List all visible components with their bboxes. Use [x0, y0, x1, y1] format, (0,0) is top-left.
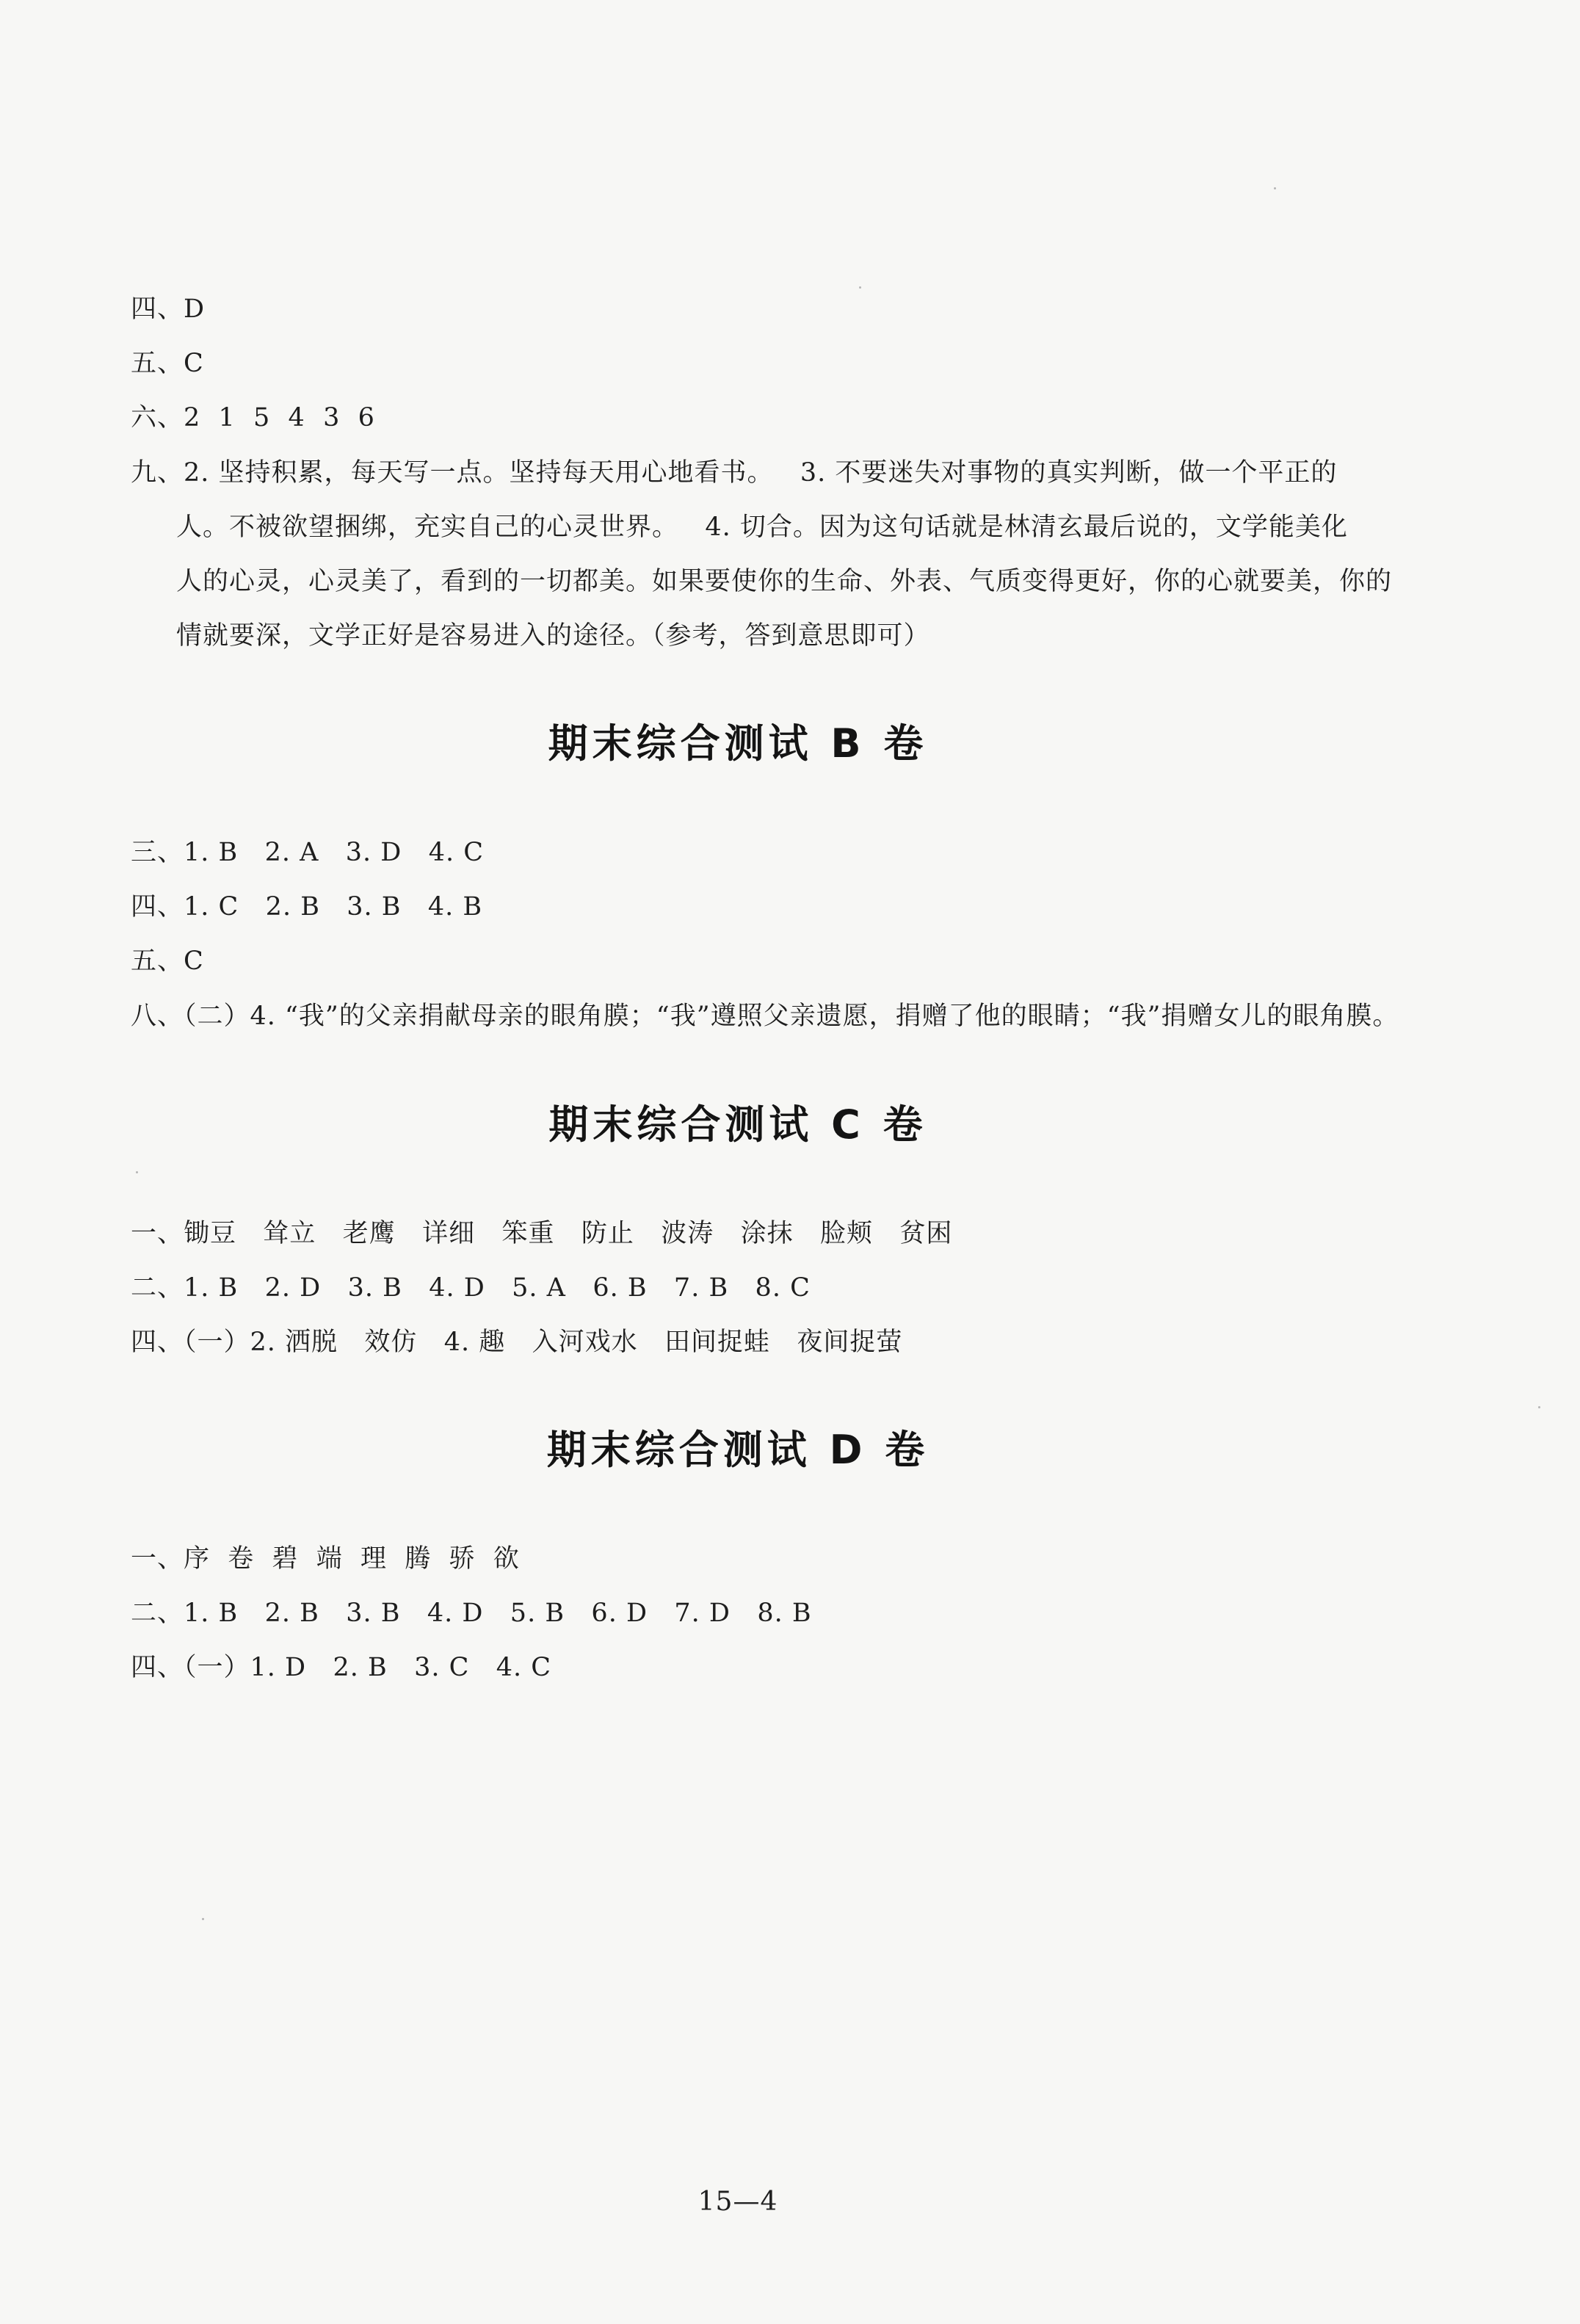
answer-line: 人的心灵，心灵美了，看到的一切都美。如果要使你的生命、外表、气质变得更好，你的心就要美，你的 — [176, 567, 1393, 596]
answer-line: 五、C — [131, 349, 204, 378]
answer-line: 三、1. B 2. A 3. D 4. C — [131, 838, 485, 867]
scan-speck — [1274, 187, 1276, 189]
answer-line: 情就要深，文学正好是容易进入的途径。（参考，答到意思即可） — [176, 621, 930, 651]
answer-line: 五、C — [131, 946, 204, 976]
section-title-c: 期末综合测试 C 卷 — [548, 1101, 927, 1148]
answer-line: 四、1. C 2. B 3. B 4. B — [131, 892, 483, 922]
section-title-d: 期末综合测试 D 卷 — [546, 1427, 929, 1473]
scan-speck — [136, 1171, 138, 1173]
scan-speck — [202, 1918, 204, 1920]
answer-line: 四、（一）2. 洒脱 效仿 4. 趣 入河戏水 田间捉蛙 夜间捉萤 — [131, 1328, 903, 1357]
page-number: 15—4 — [697, 2187, 778, 2217]
answer-line: 八、（二）4. “我”的父亲捐献母亲的眼角膜；“我”遵照父亲遗愿，捐赠了他的眼睛；“我”捐赠女儿的眼角膜。 — [131, 1002, 1399, 1031]
answer-line: 人。不被欲望捆绑，充实自己的心灵世界。 4. 切合。因为这句话就是林清玄最后说的，文学能美化 — [176, 513, 1348, 542]
answer-line: 二、1. B 2. B 3. B 4. D 5. B 6. D 7. D 8. B — [131, 1599, 812, 1628]
answer-line: 一、锄豆 耸立 老鹰 详细 笨重 防止 波涛 涂抹 脸颊 贫困 — [131, 1219, 953, 1248]
answer-line: 四、（一）1. D 2. B 3. C 4. C — [131, 1653, 552, 1682]
scan-speck — [859, 286, 861, 289]
section-title-b: 期末综合测试 B 卷 — [548, 720, 928, 767]
answer-line: 一、序 卷 碧 端 理 腾 骄 欲 — [131, 1544, 520, 1574]
answer-line: 四、D — [131, 294, 206, 324]
answer-line: 九、2. 坚持积累，每天写一点。坚持每天用心地看书。 3. 不要迷失对事物的真实判断，做一个平正的 — [131, 458, 1338, 488]
answer-line: 六、2 1 5 4 3 6 — [131, 403, 375, 432]
scan-speck — [1538, 1406, 1540, 1408]
answer-line: 二、1. B 2. D 3. B 4. D 5. A 6. B 7. B 8. C — [131, 1273, 811, 1303]
